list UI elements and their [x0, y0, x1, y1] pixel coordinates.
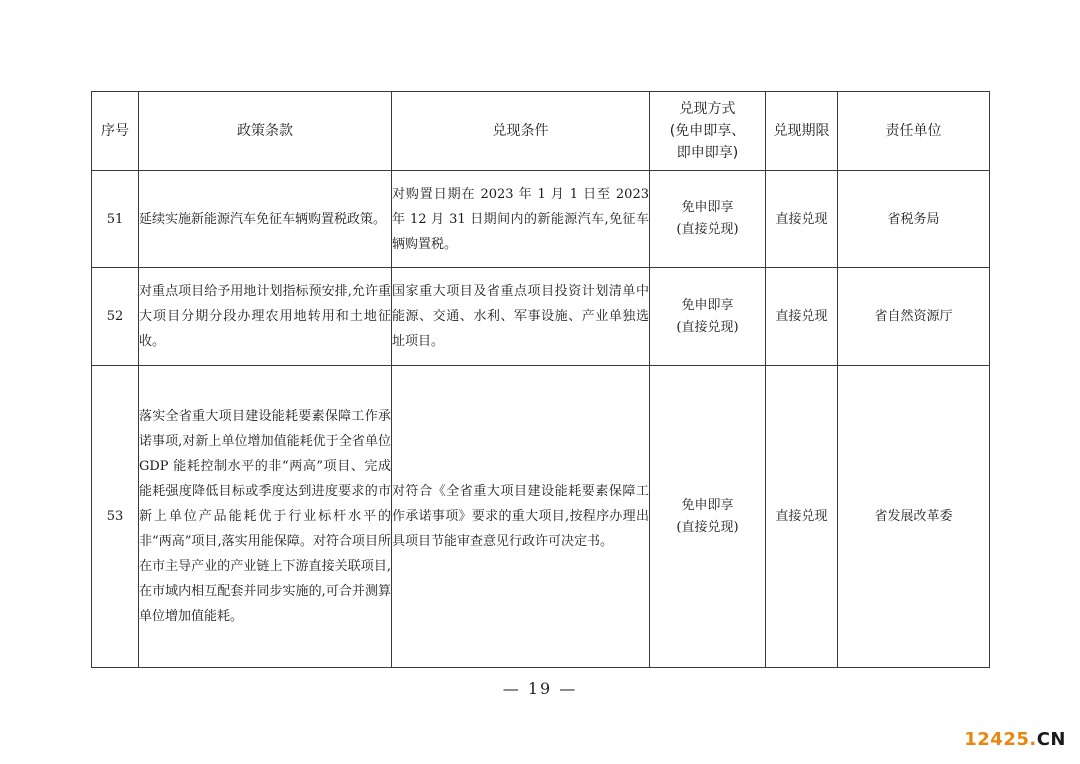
table-row	[92, 268, 990, 366]
row-policy: 对重点项目给予用地计划指标预安排,允许重大项目分期分段办理农用地转用和土地征收。	[139, 268, 392, 366]
row-mode-line: 免申即享	[681, 297, 734, 313]
header-mode-line: (免申即享、	[669, 123, 746, 139]
row-mode	[650, 366, 766, 668]
header-mode-line: 兑现方式	[679, 101, 736, 117]
row-period: 直接兑现	[766, 171, 838, 268]
watermark-suffix: CN	[1036, 729, 1066, 750]
header-period: 兑现期限	[766, 92, 838, 171]
row-mode-line: 免申即享	[681, 497, 734, 513]
row-unit: 省自然资源厅	[838, 268, 990, 366]
row-mode-line: 免申即享	[681, 200, 734, 215]
row-mode-line: (直接兑现)	[676, 319, 739, 335]
table-row	[92, 366, 990, 668]
header-mode-line: 即申即享)	[676, 145, 739, 161]
row-period: 直接兑现	[766, 366, 838, 668]
row-seq: 52	[92, 268, 139, 366]
row-condition: 对符合《全省重大项目建设能耗要素保障工作承诺事项》要求的重大项目,按程序办理出具项目节能审查意见行政许可决定书。	[392, 366, 650, 668]
row-mode	[650, 268, 766, 366]
header-policy: 政策条款	[139, 92, 392, 171]
header-seq: 序号	[92, 92, 139, 171]
table-row	[92, 171, 990, 268]
row-condition: 对购置日期在 2023 年 1 月 1 日至 2023 年 12 月 31 日期间内的新能源汽车,免征车辆购置税。	[392, 171, 650, 268]
row-unit: 省发展改革委	[838, 366, 990, 668]
table-header-row	[92, 92, 990, 171]
policy-table	[91, 91, 990, 668]
row-policy: 延续实施新能源汽车免征车辆购置税政策。	[139, 171, 392, 268]
row-period: 直接兑现	[766, 268, 838, 366]
row-seq: 53	[92, 366, 139, 668]
row-policy: 落实全省重大项目建设能耗要素保障工作承诺事项,对新上单位增加值能耗优于全省单位 GDP 能耗控制水平的非“两高”项目、完成能耗强度降低目标或季度达到进度要求的市新上单位产品能耗优于行业标杆水平的非“两高”项目,落实用能保障。对符合项目所在市主导产业的产业链上下游直接关联项目,在市域内相互配套并同步实施的,可合并测算单位增加值能耗。	[139, 366, 392, 668]
row-unit: 省税务局	[838, 171, 990, 268]
page-number: — 19 —	[502, 679, 578, 698]
header-condition: 兑现条件	[392, 92, 650, 171]
row-seq: 51	[92, 171, 139, 268]
row-condition: 国家重大项目及省重点项目投资计划清单中能源、交通、水利、军事设施、产业单独选址项目。	[392, 268, 650, 366]
row-mode	[650, 171, 766, 268]
header-unit: 责任单位	[838, 92, 990, 171]
site-watermark	[964, 729, 1066, 750]
header-mode	[650, 92, 766, 171]
watermark-dot: .	[1029, 729, 1037, 750]
row-mode-line: (直接兑现)	[676, 222, 739, 237]
row-mode-line: (直接兑现)	[676, 519, 739, 535]
watermark-digits: 12425	[964, 729, 1030, 750]
